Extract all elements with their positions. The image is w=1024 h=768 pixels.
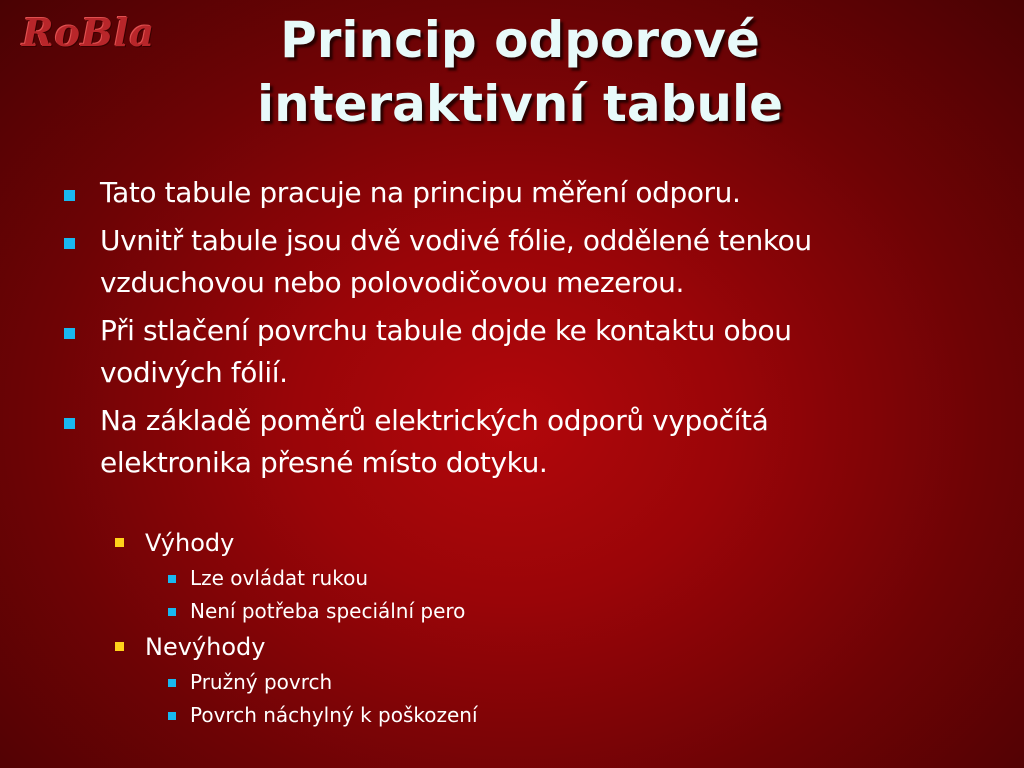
disadvantage-item	[168, 701, 990, 729]
bullet-text: Tato tabule pracuje na principu měření odporu.	[100, 176, 741, 209]
advantages-heading	[115, 526, 990, 560]
square-bullet-icon	[64, 238, 75, 249]
disadvantage-text: Povrch náchylný k poškození	[190, 703, 478, 727]
bullet-item	[60, 310, 990, 394]
advantage-item	[168, 564, 990, 592]
bullet-text: elektronika přesné místo dotyku.	[100, 446, 548, 479]
disadvantage-text: Pružný povrch	[190, 670, 333, 694]
title-line-2: interaktivní tabule	[256, 75, 784, 133]
square-bullet-icon	[115, 538, 124, 547]
square-bullet-icon	[64, 328, 75, 339]
bullet-item	[60, 172, 990, 214]
square-bullet-icon	[115, 642, 124, 651]
advantages-label: Výhody	[145, 529, 235, 557]
slide-content	[60, 172, 990, 734]
disadvantages-label: Nevýhody	[145, 633, 266, 661]
advantage-item	[168, 597, 990, 625]
square-bullet-icon	[64, 190, 75, 201]
slide-title	[120, 8, 920, 136]
bullet-text: vzduchovou nebo polovodičovou mezerou.	[100, 266, 685, 299]
square-bullet-icon	[168, 712, 176, 720]
disadvantage-item	[168, 668, 990, 696]
bullet-item	[60, 220, 990, 304]
advantage-text: Lze ovládat rukou	[190, 566, 369, 590]
bullet-text: vodivých fólií.	[100, 356, 288, 389]
square-bullet-icon	[168, 679, 176, 687]
bullet-text: Uvnitř tabule jsou dvě vodivé fólie, oddělené tenkou	[100, 224, 812, 257]
advantage-text: Není potřeba speciální pero	[190, 599, 466, 623]
bullet-text: Na základě poměrů elektrických odporů vypočítá	[100, 404, 769, 437]
title-line-1: Princip odporové	[280, 11, 760, 69]
square-bullet-icon	[168, 608, 176, 616]
bullet-item	[60, 400, 990, 484]
robla-logo: RoBla	[22, 10, 156, 55]
bullet-text: Při stlačení povrchu tabule dojde ke kontaktu obou	[100, 314, 792, 347]
square-bullet-icon	[64, 418, 75, 429]
square-bullet-icon	[168, 575, 176, 583]
spacer	[60, 490, 990, 526]
disadvantages-heading	[115, 630, 990, 664]
